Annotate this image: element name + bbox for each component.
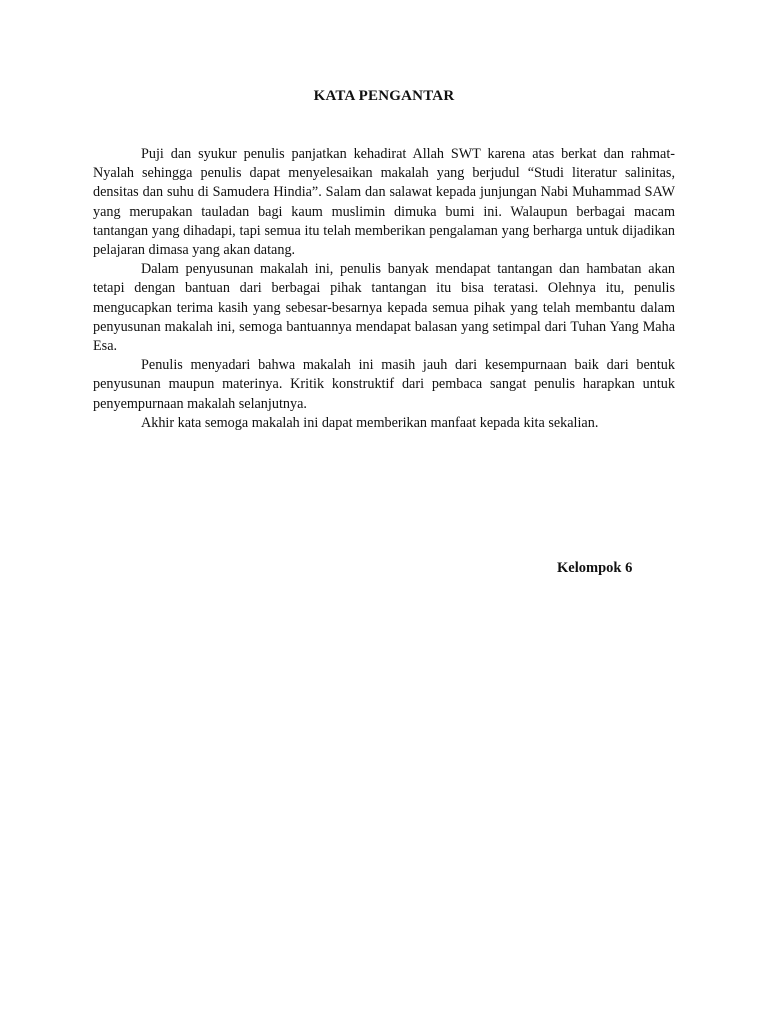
signature: Kelompok 6 (557, 560, 633, 576)
paragraph-4: Akhir kata semoga makalah ini dapat memberikan manfaat kepada kita sekalian. (141, 414, 599, 431)
page-title: KATA PENGANTAR (313, 88, 455, 104)
paragraph-2: Dalam penyusunan makalah ini, penulis banyak mendapat tantangan dan hambatan akan tetapi dengan bantuan dari berbagai pihak tantangan itu bisa teratasi. Olehnya itu, penulis mengucapkan terima kasih yang sebesar-besarnya kepada semua pihak yang telah membantu dalam penyusunan makalah ini, semoga bantuannya mendapat balasan yang setimpal dari Tuhan Yang Maha Esa. (93, 261, 675, 355)
paragraph-3: Penulis menyadari bahwa makalah ini masih jauh dari kesempurnaan baik dari bentuk penyusunan maupun materinya. Kritik konstruktif dari pembaca sangat penulis harapkan untuk penyempurnaan makalah selanjutnya. (93, 357, 675, 412)
paragraph-1: Puji dan syukur penulis panjatkan kehadirat Allah SWT karena atas berkat dan rahmat-Nyalah sehingga penulis dapat menyelesaikan makalah yang berjudul “Studi literatur salinitas, densitas dan suhu di Samudera Hindia”. Salam dan salawat kepada junjungan Nabi Muhammad SAW yang merupakan tauladan bagi kaum muslimin dimuka bumi ini. Walaupun berbagai macam tantangan yang dihadapi, tapi semua itu telah memberikan pengalaman yang berharga untuk dijadikan pelajaran dimasa yang akan datang. (93, 146, 675, 259)
document-body (93, 145, 675, 433)
